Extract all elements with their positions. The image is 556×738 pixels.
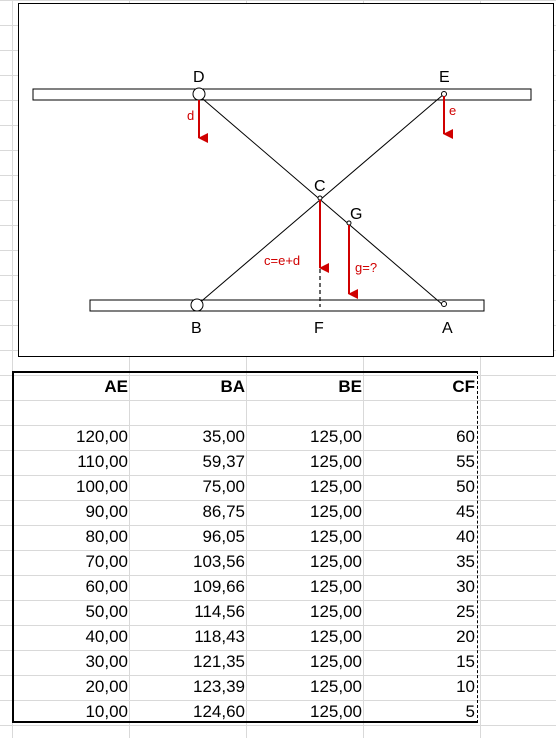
label-E: E xyxy=(439,69,450,86)
table-cell[interactable]: 125,00 xyxy=(310,502,362,521)
table-cell[interactable]: 70,00 xyxy=(85,552,128,571)
header-BA[interactable]: BA xyxy=(220,377,245,396)
table-cell[interactable]: 121,35 xyxy=(193,652,245,671)
cell[interactable] xyxy=(365,398,478,423)
table-cell[interactable]: 100,00 xyxy=(76,477,128,496)
table-row xyxy=(14,473,478,498)
table-cell[interactable]: 40 xyxy=(456,527,475,546)
table-cell[interactable]: 60,00 xyxy=(85,577,128,596)
table-cell[interactable]: 125,00 xyxy=(310,702,362,721)
label-arrow-d: d xyxy=(187,108,195,123)
label-C: C xyxy=(314,178,326,195)
table-cell[interactable]: 125,00 xyxy=(310,527,362,546)
table-row xyxy=(14,523,478,548)
table-cell[interactable]: 25 xyxy=(456,602,475,621)
table-cell[interactable]: 80,00 xyxy=(85,527,128,546)
table-row xyxy=(14,548,478,573)
header-AE[interactable]: AE xyxy=(104,377,128,396)
pivot-D xyxy=(193,88,205,100)
table-cell[interactable]: 50,00 xyxy=(85,602,128,621)
cell[interactable] xyxy=(131,398,248,423)
table-row xyxy=(14,698,478,723)
table-cell[interactable]: 120,00 xyxy=(76,427,128,446)
label-arrow-g: g=? xyxy=(355,260,378,275)
joint-A xyxy=(442,302,447,307)
lever-diagram xyxy=(19,4,555,358)
table-cell[interactable]: 125,00 xyxy=(310,677,362,696)
table-cell[interactable]: 15 xyxy=(456,652,475,671)
table-cell[interactable]: 125,00 xyxy=(310,652,362,671)
embedded-drawing[interactable] xyxy=(18,3,554,357)
top-bar xyxy=(33,89,531,100)
table-cell[interactable]: 45 xyxy=(456,502,475,521)
table-cell[interactable]: 5 xyxy=(465,702,475,721)
header-CF[interactable]: CF xyxy=(452,377,475,396)
table-cell[interactable]: 30,00 xyxy=(85,652,128,671)
table-cell[interactable]: 55 xyxy=(456,452,475,471)
table-cell[interactable]: 125,00 xyxy=(310,602,362,621)
table-cell[interactable]: 90,00 xyxy=(85,502,128,521)
bottom-bar xyxy=(90,300,484,311)
label-A: A xyxy=(442,320,453,337)
table-row xyxy=(14,648,478,673)
table-cell[interactable]: 125,00 xyxy=(310,627,362,646)
label-arrow-e: e xyxy=(449,103,457,118)
table-cell[interactable]: 125,00 xyxy=(310,452,362,471)
table-cell[interactable]: 125,00 xyxy=(310,427,362,446)
table-cell[interactable]: 10,00 xyxy=(85,702,128,721)
table-cell[interactable]: 86,75 xyxy=(202,502,245,521)
data-table xyxy=(14,373,478,723)
data-table-region xyxy=(12,371,478,723)
table-cell[interactable]: 125,00 xyxy=(310,552,362,571)
table-cell[interactable]: 110,00 xyxy=(77,452,128,471)
table-cell[interactable]: 20,00 xyxy=(85,677,128,696)
table-row xyxy=(14,673,478,698)
cell[interactable] xyxy=(14,398,131,423)
table-cell[interactable]: 118,43 xyxy=(194,627,245,646)
joint-E xyxy=(442,92,447,97)
joint-C xyxy=(318,196,322,200)
table-row xyxy=(14,573,478,598)
table-cell[interactable]: 30 xyxy=(456,577,475,596)
table-cell[interactable]: 114,56 xyxy=(194,602,245,621)
table-cell[interactable]: 75,00 xyxy=(202,477,245,496)
table-cell[interactable]: 35,00 xyxy=(202,427,245,446)
table-header-row xyxy=(14,373,478,398)
table-row xyxy=(14,598,478,623)
label-B: B xyxy=(191,320,202,337)
table-row xyxy=(14,423,478,448)
table-cell[interactable]: 124,60 xyxy=(193,702,245,721)
table-cell[interactable]: 60 xyxy=(456,427,475,446)
table-row xyxy=(14,498,478,523)
table-cell[interactable]: 20 xyxy=(456,627,475,646)
table-cell[interactable]: 125,00 xyxy=(310,477,362,496)
empty-row xyxy=(14,398,478,423)
table-cell[interactable]: 59,37 xyxy=(202,452,245,471)
table-cell[interactable]: 109,66 xyxy=(193,577,245,596)
label-F: F xyxy=(314,320,324,337)
pivot-B xyxy=(191,299,203,311)
table-cell[interactable]: 125,00 xyxy=(310,577,362,596)
label-G: G xyxy=(350,206,363,223)
table-cell[interactable]: 10 xyxy=(456,677,475,696)
table-row xyxy=(14,623,478,648)
table-cell[interactable]: 50 xyxy=(456,477,475,496)
table-cell[interactable]: 40,00 xyxy=(85,627,128,646)
cell[interactable] xyxy=(248,398,365,423)
table-row xyxy=(14,448,478,473)
table-cell[interactable]: 103,56 xyxy=(193,552,245,571)
label-D: D xyxy=(193,69,205,86)
table-cell[interactable]: 96,05 xyxy=(202,527,245,546)
table-cell[interactable]: 35 xyxy=(456,552,475,571)
header-BE[interactable]: BE xyxy=(338,377,362,396)
table-cell[interactable]: 123,39 xyxy=(193,677,245,696)
label-arrow-c: c=e+d xyxy=(264,253,301,268)
